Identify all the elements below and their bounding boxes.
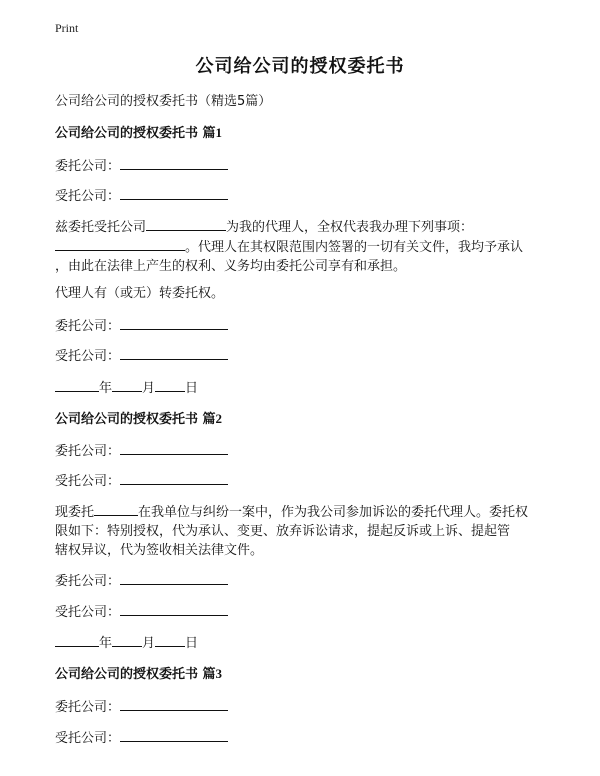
- date-month-label: 月: [142, 381, 156, 396]
- section-2-body: [55, 502, 550, 560]
- date-year-label: 年: [99, 636, 113, 651]
- section-heading-text: 公司给公司的授权委托书: [55, 412, 199, 427]
- field-label: 委托公司：: [55, 319, 121, 334]
- blank-line: [112, 378, 142, 392]
- section-heading-text: 公司给公司的授权委托书: [55, 126, 199, 141]
- field-label: 委托公司：: [55, 574, 121, 589]
- section-2-entrusted-company-sign: [55, 602, 228, 622]
- section-2-entrusted-company: [55, 471, 228, 491]
- field-label: 委托公司：: [55, 700, 121, 715]
- date-day-label: 日: [185, 636, 199, 651]
- blank-line: [120, 571, 228, 585]
- blank-line: [120, 156, 228, 170]
- body-text: 在我单位与纠纷一案中，作为我公司参加诉讼的委托代理人。委托权: [138, 505, 529, 520]
- section-number: 篇3: [202, 666, 223, 681]
- blank-line: [120, 697, 228, 711]
- body-text: 为我的代理人，全权代表我办理下列事项：: [226, 220, 474, 235]
- blank-line: [120, 346, 228, 360]
- date-month-label: 月: [142, 636, 156, 651]
- blank-line: [155, 378, 185, 392]
- section-1-heading: [55, 124, 222, 143]
- field-label: 受托公司：: [55, 189, 121, 204]
- section-number: 篇2: [202, 411, 223, 426]
- section-1-entrusted-company: [55, 186, 228, 206]
- field-label: 受托公司：: [55, 605, 121, 620]
- body-text: 辖权异议，代为签收相关法律文件。: [55, 543, 264, 558]
- body-text: ，由此在法律上产生的权利、义务均由委托公司享有和承担。: [55, 259, 407, 274]
- document-title: 公司给公司的授权委托书: [195, 56, 405, 77]
- section-1-entrusting-company-sign: [55, 316, 228, 336]
- blank-line: [55, 237, 185, 251]
- section-3-heading: [55, 665, 222, 684]
- section-2-heading: [55, 410, 222, 429]
- section-3-entrusting-company: [55, 697, 228, 717]
- blank-line: [112, 633, 142, 647]
- blank-line: [94, 502, 138, 516]
- field-label: 受托公司：: [55, 474, 121, 489]
- blank-line: [120, 728, 228, 742]
- blank-line: [155, 633, 185, 647]
- section-1-transfer-text: 代理人有（或无）转委托权。: [55, 286, 225, 301]
- section-2-date: [55, 633, 198, 653]
- blank-line: [120, 441, 228, 455]
- section-1-entrusting-company: [55, 156, 228, 176]
- body-text: 。代理人在其权限范围内签署的一切有关文件，我均予承认: [185, 240, 524, 255]
- section-2-entrusting-company: [55, 441, 228, 461]
- body-text: 限如下：特别授权，代为承认、变更、放弃诉讼请求，提起反诉或上诉、提起管: [55, 524, 511, 539]
- section-2-entrusting-company-sign: [55, 571, 228, 591]
- field-label: 受托公司：: [55, 731, 121, 746]
- date-day-label: 日: [185, 381, 199, 396]
- body-text: 兹委托受托公司: [55, 220, 147, 235]
- blank-line: [55, 378, 99, 392]
- blank-line: [120, 471, 228, 485]
- date-year-label: 年: [99, 381, 113, 396]
- field-label: 委托公司：: [55, 159, 121, 174]
- section-number: 篇1: [202, 125, 223, 140]
- section-3-entrusted-company: [55, 728, 228, 748]
- print-link[interactable]: Print: [55, 21, 79, 35]
- section-1-entrusted-company-sign: [55, 346, 228, 366]
- body-text: 现委托: [55, 505, 95, 520]
- section-1-body: [55, 217, 550, 276]
- blank-line: [120, 186, 228, 200]
- section-1-date: [55, 378, 198, 398]
- document-subtitle: 公司给公司的授权委托书（精选5篇）: [55, 94, 272, 109]
- blank-line: [120, 602, 228, 616]
- field-label: 委托公司：: [55, 444, 121, 459]
- blank-line: [55, 633, 99, 647]
- blank-line: [146, 217, 226, 231]
- field-label: 受托公司：: [55, 349, 121, 364]
- section-heading-text: 公司给公司的授权委托书: [55, 667, 199, 682]
- blank-line: [120, 316, 228, 330]
